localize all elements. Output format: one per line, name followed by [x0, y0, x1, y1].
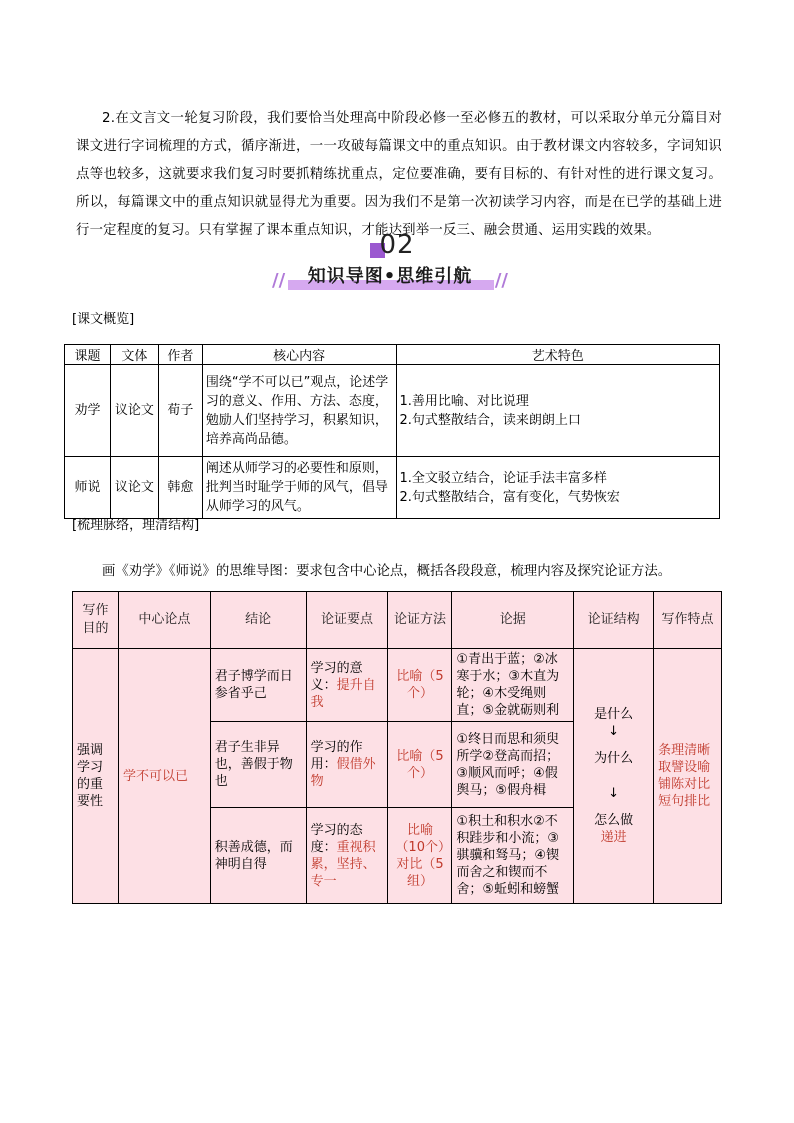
overview-header-row: [65, 345, 720, 365]
table-row: [73, 649, 722, 722]
cell-conclusion: 积善成德，而神明自得: [210, 808, 306, 904]
cell-evidence: ①积土和积水②不积跬步和小流；③骐骥和驽马；④锲而舍之和锲而不舍；⑤蚯蚓和螃蟹: [452, 808, 574, 904]
art-line: 1.全文驳立结合，论证手法丰富多样: [399, 470, 607, 486]
header-genre: 文体: [110, 345, 158, 365]
arrow-down-icon: ↓: [608, 786, 620, 801]
header-structure: 论证结构: [574, 592, 654, 649]
overview-table: [64, 344, 720, 519]
banner-slash-left: //: [272, 270, 286, 291]
point-highlight: 假借外物: [310, 757, 376, 789]
table-row: [65, 365, 720, 457]
cell-argument-point: [306, 649, 388, 722]
header-features: 写作特点: [654, 592, 722, 649]
cell-core: 阐述从师学习的必要性和原则，批判当时耻学于师的风气，倡导从师学习的风气。: [202, 457, 396, 519]
section-title-banner: [270, 264, 510, 292]
cell-art: [396, 457, 719, 519]
point-prefix: 学习的态度：: [310, 822, 363, 855]
cell-method: 比喻（5个）: [388, 722, 452, 808]
mind-map-header-row: [73, 592, 722, 649]
cell-art: [396, 365, 719, 457]
header-argument-method: 论证方法: [388, 592, 452, 649]
art-line: 2.句式整散结合，富有变化，气势恢宏: [399, 489, 620, 505]
structure-why: 为什么: [594, 751, 634, 766]
structure-what: 是什么: [594, 707, 634, 722]
cell-argument-point: [306, 808, 388, 904]
cell-evidence: ①青出于蓝；②冰寒于水；③木直为轮；④木受绳则直；⑤金就砺则利: [452, 649, 574, 722]
arrow-down-icon: ↓: [608, 724, 620, 739]
header-conclusion: 结论: [210, 592, 306, 649]
header-author: 作者: [158, 345, 202, 365]
table-row: [65, 457, 720, 519]
structure-how: 怎么做: [594, 813, 634, 828]
cell-purpose: 强调学习的重要性: [73, 649, 119, 904]
header-core: 核心内容: [202, 345, 396, 365]
cell-method: 比喻（10个）对比（5组）: [388, 808, 452, 904]
header-purpose: 写作目的: [73, 592, 119, 649]
structure-progressive: 递进: [600, 830, 627, 845]
cell-genre: 议论文: [110, 457, 158, 519]
cell-structure: [574, 649, 654, 904]
header-thesis: 中心论点: [118, 592, 210, 649]
cell-title: 师说: [65, 457, 111, 519]
section-title: 知识导图•思维引航: [307, 266, 473, 287]
cell-thesis: 学不可以已: [118, 649, 210, 904]
overview-label: [课文概览]: [72, 312, 135, 327]
cell-evidence: ①终日而思和须臾所学②登高而招；③顺风而呼；④假舆马；⑤假舟楫: [452, 722, 574, 808]
cell-author: 荀子: [158, 365, 202, 457]
cell-conclusion: 君子生非异也，善假于物也: [210, 722, 306, 808]
art-line: 1.善用比喻、对比说理: [399, 393, 529, 409]
header-argument-point: 论证要点: [306, 592, 388, 649]
point-prefix: 学习的作用：: [310, 740, 363, 772]
header-evidence: 论据: [452, 592, 574, 649]
cell-genre: 议论文: [110, 365, 158, 457]
task-text: 画《劝学》《师说》的思维导图：要求包含中心论点，概括各段段意，梳理内容及探究论证方法。: [102, 564, 672, 580]
cell-argument-point: [306, 722, 388, 808]
cell-title: 劝学: [65, 365, 111, 457]
cell-author: 韩愈: [158, 457, 202, 519]
cell-core: 围绕“学不可以已”观点，论述学习的意义、作用、方法、态度，勉励人们坚持学习，积累知识，培养高尚品德。: [202, 365, 396, 457]
point-prefix: 学习的意义：: [310, 660, 363, 693]
header-title: 课题: [65, 345, 111, 365]
point-highlight: 重视积累，坚持、专一: [310, 839, 376, 889]
point-highlight: 提升自我: [310, 677, 376, 710]
cell-conclusion: 君子博学而日参省乎己: [210, 649, 306, 722]
intro-paragraph: 2.在文言文一轮复习阶段，我们要恰当处理高中阶段必修一至必修五的教材，可以采取分单元分篇目对课文进行字词梳理的方式，循序渐进，一一攻破每篇课文中的重点知识。由于教材课文内容较多，字词知识点等也较多，这就要求我们复习时要抓精练扰重点，定位要准确，要有目标的、有针对性的进行课文复习。所以，每篇课文中的重点知识就显得尤为重要。因为我们不是第一次初读学习内容，而是在已学的基础上进行一定程度的复习。只有掌握了课本重点知识，才能达到举一反三、融会贯通、运用实践的效果。: [76, 111, 722, 239]
cell-method: 比喻（5个）: [388, 649, 452, 722]
structure-label: [梳理脉络，理清结构]: [72, 518, 200, 533]
header-art: 艺术特色: [396, 345, 719, 365]
art-line: 2.句式整散结合，读来朗朗上口: [399, 412, 581, 428]
section-number-text: 02: [379, 230, 415, 260]
section-number: [0, 230, 794, 260]
banner-slash-right: //: [494, 270, 508, 291]
cell-features: 条理清晰取譬设喻铺陈对比短句排比: [654, 649, 722, 904]
mind-map-table: [72, 591, 722, 904]
